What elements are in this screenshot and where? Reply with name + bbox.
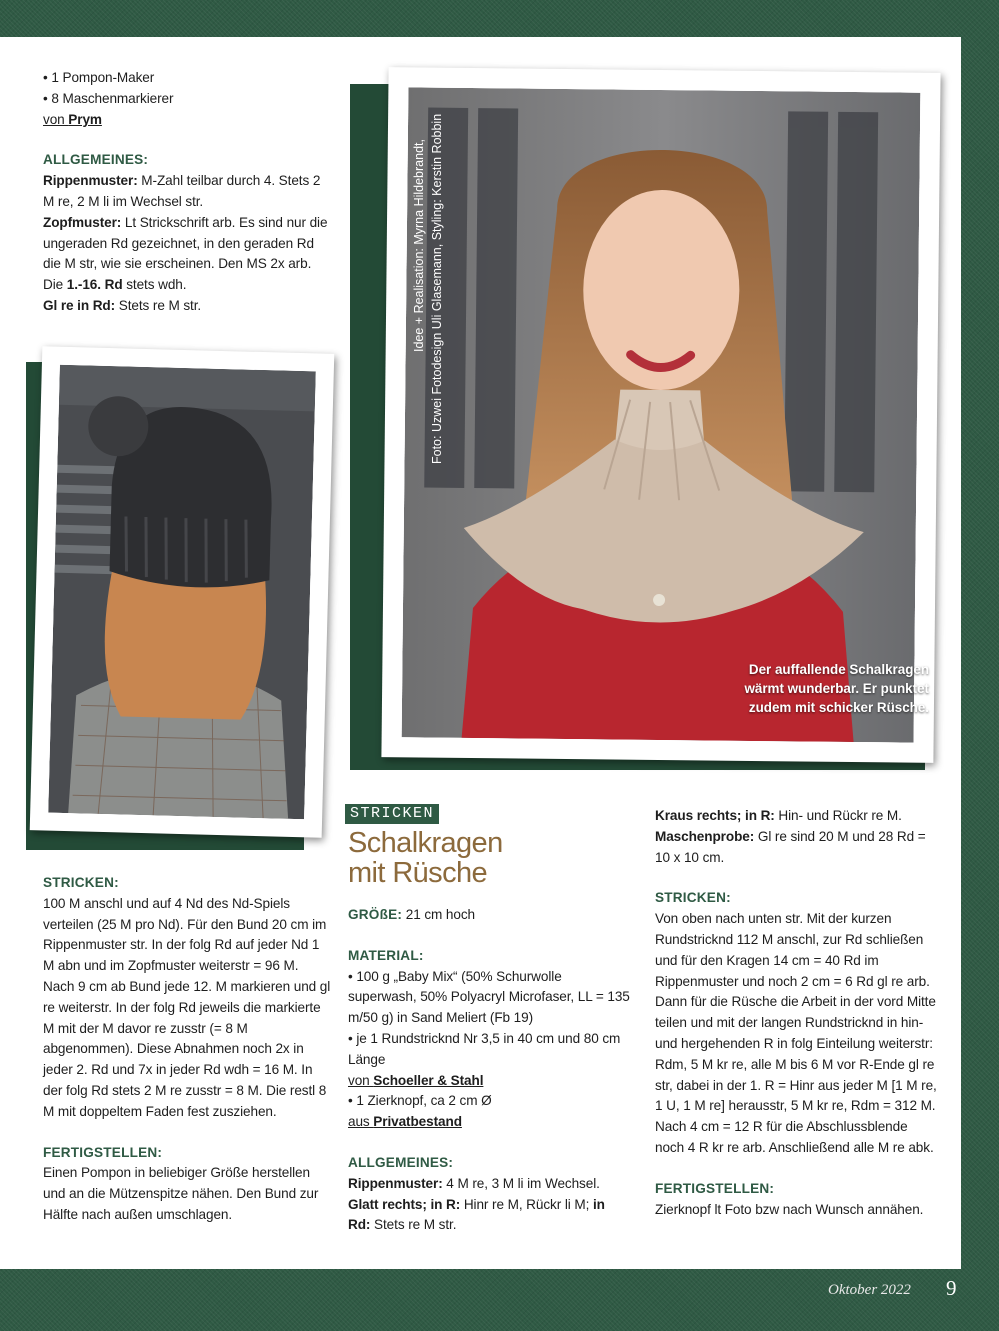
supplier-line bbox=[43, 110, 333, 131]
cable-text-end: stets wdh. bbox=[122, 277, 187, 293]
issue-date: Oktober 2022 bbox=[828, 1282, 911, 1298]
supplier-name: Schoeller & Stahl bbox=[373, 1072, 484, 1088]
size-label: GRÖßE: bbox=[348, 907, 403, 922]
size-line bbox=[348, 905, 630, 926]
material-item: • 1 Pompon-Maker bbox=[43, 70, 155, 85]
caption-line: wärmt wunderbar. Er punktet bbox=[744, 681, 929, 696]
stockinette-label: Gl re in Rd: bbox=[43, 297, 116, 313]
title-line-1: Schalkragen bbox=[348, 827, 503, 859]
general-heading: ALLGEMEINES: bbox=[43, 152, 149, 168]
material-heading: MATERIAL: bbox=[348, 947, 424, 963]
credit-line-2: Foto: Uzwei Fotodesign Uli Glasemann, Styling: Kerstin Robbin bbox=[430, 113, 444, 464]
supplier-line bbox=[348, 1112, 630, 1133]
round-text: Stets re M str. bbox=[370, 1217, 457, 1233]
collar-photo-illustration bbox=[402, 87, 921, 742]
hat-instructions bbox=[43, 873, 331, 1226]
photo-credit bbox=[408, 90, 456, 470]
credit-line-1: Idee + Realisation: Myrna Hildebrandt, bbox=[412, 139, 426, 352]
hat-knit-text: 100 M anschl und auf 4 Nd des Nd-Spiels verteilen (25 M pro Nd). Für den Bund 20 cm im Rippenmuster str. In der folg Rd auf jeder Nd 1 M abn und im Zopfmuster weiterstr = 96 M. Nach 9 cm ab Bund jede 12. M markieren und gl re weiterstr. In der folg Rd jeweils die markierte M mit der M davor re zusstr (= 8 M abgenommen). Diese Abnahmen noch 2x in jeder 2. Rd und 7x in jeder Rd wdh = 16 M. In der folg Rd stets 2 M re zusstr = 8 M. Die restl 8 M mit doppeltem Faden fest zusziehen. bbox=[43, 895, 331, 1119]
collar-finish-text: Zierknopf lt Foto bzw nach Wunsch annähen. bbox=[655, 1201, 924, 1217]
caption-line: zudem mit schicker Rüsche. bbox=[748, 700, 929, 715]
supplier-prefix: von bbox=[43, 111, 69, 127]
stockinette bbox=[348, 1195, 630, 1237]
garter-text: Hin- und Rückr re M. bbox=[774, 808, 902, 823]
supplier-prefix: aus bbox=[348, 1114, 374, 1130]
round-label: in Rd: bbox=[348, 1196, 605, 1233]
collar-knit-heading: STRICKEN: bbox=[655, 890, 731, 906]
hat-finish-heading: FERTIGSTELLEN: bbox=[43, 1144, 163, 1160]
gauge-line bbox=[655, 827, 940, 869]
section-tag: STRICKEN bbox=[345, 804, 439, 824]
flat-text: Hinr re M, Rückr li M; bbox=[460, 1196, 593, 1212]
hat-photo bbox=[48, 365, 316, 820]
hat-photo-illustration bbox=[48, 365, 316, 820]
hat-finish-text: Einen Pompon in beliebiger Größe herstellen und an die Mützenspitze nähen. Den Bund zur Hälfte nach außen umschlagen. bbox=[43, 1165, 319, 1222]
collar-photo-frame bbox=[381, 67, 940, 763]
page-number: 9 bbox=[946, 1276, 957, 1300]
general-heading: ALLGEMEINES: bbox=[348, 1154, 454, 1170]
hat-photo-frame bbox=[30, 346, 335, 837]
rib-pattern bbox=[348, 1174, 630, 1195]
gauge-text: Gl re sind 20 M und 28 Rd = 10 x 10 cm. bbox=[655, 828, 926, 865]
rib-pattern bbox=[43, 171, 333, 213]
supplier-name: Prym bbox=[68, 111, 102, 127]
cable-pattern bbox=[43, 213, 333, 296]
material-needles: • je 1 Rundstricknd Nr 3,5 in 40 cm und 80 cm Länge bbox=[348, 1030, 621, 1067]
cable-rounds: 1.-16. Rd bbox=[66, 277, 123, 293]
stockinette bbox=[43, 296, 333, 317]
cable-text: Lt Strickschrift arb. Es sind nur die ungeraden Rd gezeichnet, in den geraden Rd die M str, wie sie erscheinen. Den MS 2x arb. Die bbox=[43, 214, 328, 293]
supplier-prefix: von bbox=[348, 1072, 374, 1088]
rib-label: Rippenmuster: bbox=[348, 1175, 443, 1191]
rib-text: 4 M re, 3 M li im Wechsel. bbox=[442, 1175, 600, 1191]
collar-finish-heading: FERTIGSTELLEN: bbox=[655, 1180, 775, 1196]
garter-line bbox=[655, 806, 940, 827]
stockinette-text: Stets re M str. bbox=[115, 297, 202, 313]
hat-knit-heading: STRICKEN: bbox=[43, 875, 119, 890]
top-left-text bbox=[43, 68, 333, 317]
size-text: 21 cm hoch bbox=[402, 907, 476, 922]
caption-line: Der auffallende Schalkragen bbox=[748, 662, 929, 677]
collar-knit-text: Von oben nach unten str. Mit der kurzen Rundstricknd 112 M anschl, zur Rd schließen und für den Kragen 14 cm = 40 Rd im Rippenmuster und noch 2 cm = 6 Rd gl re arb. Dann für die Rüsche die Arbeit in der vord Mitte teilen und mit der langen Rundstricknd in hin- und hergehenden R in folg Einteilung weiterstr: Rdm, 5 M kr re, alle M bis 6 M vor R-Ende gl re str, dabei in der 1. R = Hinr aus jeder M [1 M re, 1 U, 1 M re] herausstr, 5 M kr re, Rdm = 312 M. Nach 4 cm = 12 R für die Abschlussblende noch 4 R kr re arb. Anschließend alle M re abk. bbox=[655, 911, 937, 1155]
rib-text: M-Zahl teilbar durch 4. Stets 2 M re, 2 M li im Wechsel str. bbox=[43, 173, 321, 209]
pattern-title bbox=[348, 828, 503, 888]
photo-caption bbox=[744, 660, 929, 717]
garter-label: Kraus rechts; in R: bbox=[655, 808, 775, 823]
collar-photo bbox=[402, 87, 921, 742]
rib-label: Rippenmuster: bbox=[43, 173, 138, 189]
cable-label: Zopfmuster: bbox=[43, 214, 122, 230]
material-yarn: • 100 g „Baby Mix“ (50% Schurwolle superwash, 50% Polyacryl Microfaser, LL = 135 m/50 g) in Sand Meliert (Fb 19) bbox=[348, 968, 630, 1026]
supplier-line bbox=[348, 1071, 630, 1092]
title-line-2: mit Rüsche bbox=[348, 857, 488, 889]
collar-materials bbox=[348, 905, 630, 1236]
collar-instructions bbox=[655, 806, 940, 1220]
flat-label: Glatt rechts; in R: bbox=[348, 1196, 461, 1212]
gauge-label: Maschenprobe: bbox=[655, 828, 755, 844]
material-button: • 1 Zierknopf, ca 2 cm Ø bbox=[348, 1093, 492, 1109]
material-item: • 8 Maschenmarkierer bbox=[43, 90, 174, 106]
supplier-name: Privatbestand bbox=[373, 1114, 462, 1130]
